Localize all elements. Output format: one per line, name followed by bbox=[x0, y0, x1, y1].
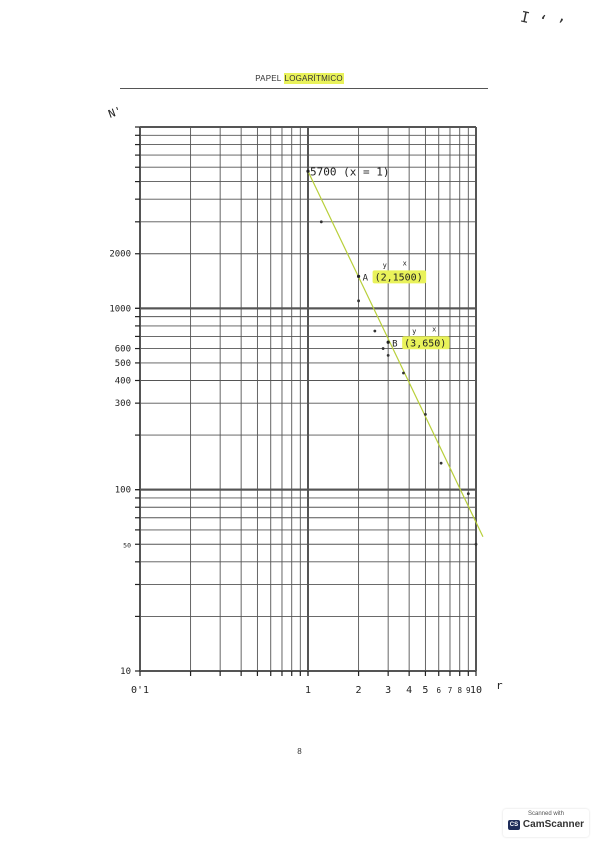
data-point bbox=[373, 330, 376, 333]
x-tick-label: 8 bbox=[457, 686, 462, 695]
annotation-label: (3,650) bbox=[404, 338, 447, 350]
annotation-y-mark: y bbox=[412, 327, 417, 336]
y-tick-label: 400 bbox=[114, 376, 131, 387]
fit-line bbox=[308, 171, 483, 536]
header-highlight: LOGARÍTMICO bbox=[284, 74, 343, 83]
y-tick-label: 1000 bbox=[109, 304, 131, 315]
x-tick-label: 7 bbox=[447, 686, 453, 695]
y-tick-label: 50 bbox=[123, 541, 131, 550]
corner-handwritten-mark: I ‘ ’ bbox=[518, 7, 567, 35]
data-point bbox=[382, 347, 385, 350]
page-number: 8 bbox=[297, 747, 302, 756]
annotation-point bbox=[357, 275, 360, 278]
annotation-x-mark: x bbox=[402, 259, 407, 268]
annotation-prefix: B bbox=[392, 339, 398, 350]
x-tick-label: 9 bbox=[466, 686, 471, 695]
y-tick-label: 600 bbox=[114, 344, 131, 355]
y-axis-label: N' bbox=[106, 104, 124, 121]
x-tick-label: 5 bbox=[422, 685, 429, 696]
camscanner-logo-icon: CS bbox=[509, 821, 519, 828]
x-axis-label: r bbox=[496, 679, 503, 692]
x-tick-label: 2 bbox=[355, 685, 362, 696]
scanner-name: CamScanner bbox=[522, 819, 585, 830]
data-point bbox=[440, 462, 443, 465]
annotation-label: (2,1500) bbox=[374, 272, 423, 284]
x-tick-label: 6 bbox=[436, 686, 441, 695]
camscanner-badge bbox=[503, 809, 589, 837]
y-tick-label: 10 bbox=[120, 667, 131, 677]
x-tick-label: 10 bbox=[469, 685, 483, 696]
x-tick-label: 4 bbox=[406, 685, 413, 696]
x-tick-label: 0'1 bbox=[130, 685, 150, 696]
annotation-y-mark: y bbox=[382, 261, 387, 270]
scanner-caption: Scanned with bbox=[527, 811, 565, 817]
annotation-point bbox=[387, 341, 390, 344]
y-tick-label: 500 bbox=[114, 358, 131, 369]
annotation-label: 5700 (x = 1) bbox=[310, 165, 390, 179]
x-tick-label: 1 bbox=[304, 685, 312, 696]
y-tick-label: 100 bbox=[114, 485, 131, 496]
y-tick-label: 300 bbox=[114, 399, 131, 410]
data-point bbox=[402, 372, 405, 375]
annotation-prefix: A bbox=[362, 273, 368, 284]
data-point bbox=[475, 543, 478, 546]
header-prefix: PAPEL bbox=[255, 74, 284, 83]
data-point bbox=[424, 413, 427, 416]
y-tick-label: 2000 bbox=[109, 249, 131, 260]
x-tick-label: 3 bbox=[385, 685, 392, 696]
data-point bbox=[467, 492, 470, 495]
data-point bbox=[387, 354, 390, 357]
data-point bbox=[357, 299, 360, 302]
data-point bbox=[320, 220, 323, 223]
annotation-x-mark: x bbox=[432, 325, 437, 334]
